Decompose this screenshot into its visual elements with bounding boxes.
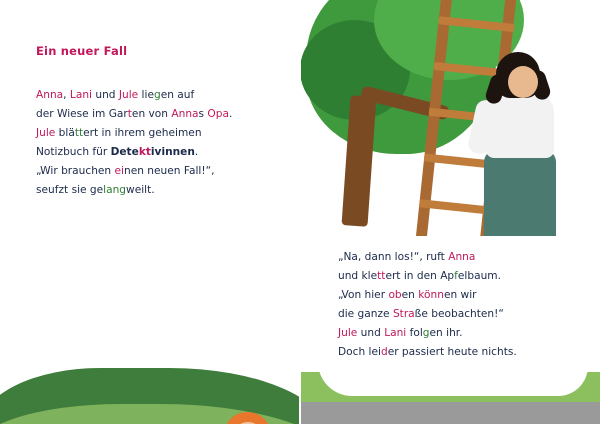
climbing-girl-shirt: [486, 94, 554, 158]
text-run: tt: [74, 127, 84, 139]
text-run: Opa: [207, 108, 229, 120]
text-run: en: [401, 289, 419, 301]
text-run: Jule: [338, 327, 358, 339]
text-run: Lani: [384, 327, 407, 339]
text-line: [338, 305, 588, 324]
text-run: g: [422, 327, 430, 339]
text-run: und: [91, 89, 119, 101]
text-run: tt: [377, 270, 386, 282]
left-illustration: [0, 172, 300, 424]
text-line: [36, 105, 266, 124]
text-run: ß: [414, 308, 422, 320]
text-run: ,: [63, 89, 70, 101]
text-run: und kle: [338, 270, 378, 282]
text-run: seufzt sie ge: [36, 184, 104, 196]
text-line: [338, 324, 588, 343]
text-run: .: [228, 108, 233, 120]
text-run: s: [198, 108, 208, 120]
right-text-block: [338, 248, 588, 362]
text-line: [338, 248, 588, 267]
text-run: ert in ihrem geheimen: [83, 127, 202, 139]
text-run: t: [127, 108, 132, 120]
text-run: en auf: [160, 89, 195, 101]
text-run: die ganze: [338, 308, 393, 320]
text-run: Jule: [36, 127, 56, 139]
right-page: [300, 0, 600, 424]
text-line: [36, 181, 266, 200]
text-run: lie: [138, 89, 154, 101]
text-run: f: [454, 270, 458, 282]
text-run: könn: [418, 289, 444, 301]
text-run: Anna: [448, 251, 476, 263]
text-run: en ihr.: [429, 327, 463, 339]
text-run: „Von hier: [338, 289, 389, 301]
text-run: Stra: [392, 308, 415, 320]
text-run: er passiert heute nichts.: [387, 346, 517, 358]
text-run: Dete: [110, 146, 139, 158]
text-run: ei: [114, 165, 124, 177]
text-run: der Wiese im Gar: [36, 108, 128, 120]
text-run: blä: [55, 127, 75, 139]
text-run: weilt.: [126, 184, 155, 196]
climbing-girl-face: [508, 66, 538, 98]
text-line: [338, 343, 588, 362]
text-run: „Wir brauchen: [36, 165, 115, 177]
text-run: Lani: [69, 89, 92, 101]
text-line: [36, 124, 266, 143]
text-run: ert in den: [385, 270, 441, 282]
text-run: und: [357, 327, 385, 339]
page-title: Ein neuer Fall: [36, 44, 128, 58]
text-run: Anna: [171, 108, 199, 120]
right-paragraph: [338, 248, 588, 362]
text-line: [36, 86, 266, 105]
text-run: Notizbuch für: [36, 146, 111, 158]
text-run: fol: [406, 327, 423, 339]
text-line: [36, 162, 266, 181]
text-run: Doch lei: [338, 346, 381, 358]
text-run: achten!“: [457, 308, 504, 320]
text-run: en wir: [443, 289, 477, 301]
text-run: kt: [138, 146, 151, 158]
text-run: Anna: [36, 89, 64, 101]
text-run: ivinnen: [150, 146, 195, 158]
text-line: [338, 286, 588, 305]
text-run: lang: [103, 184, 127, 196]
text-run: Jule: [118, 89, 139, 101]
text-run: elbaum.: [457, 270, 501, 282]
page-gutter: [299, 0, 301, 424]
text-run: Ap: [440, 270, 455, 282]
text-run: g: [153, 89, 161, 101]
text-run: beob: [431, 308, 458, 320]
text-run: nen neuen Fall!“,: [123, 165, 215, 177]
text-run: .: [194, 146, 199, 158]
right-road-shape: [300, 402, 600, 424]
left-paragraph: [36, 86, 266, 200]
text-run: „Na, dann los!“, ruft: [338, 251, 449, 263]
left-text-block: [36, 44, 266, 200]
text-line: [338, 267, 588, 286]
text-run: e: [421, 308, 432, 320]
text-line: [36, 143, 266, 162]
text-run: d: [380, 346, 388, 358]
text-run: ob: [388, 289, 402, 301]
text-run: en von: [131, 108, 172, 120]
